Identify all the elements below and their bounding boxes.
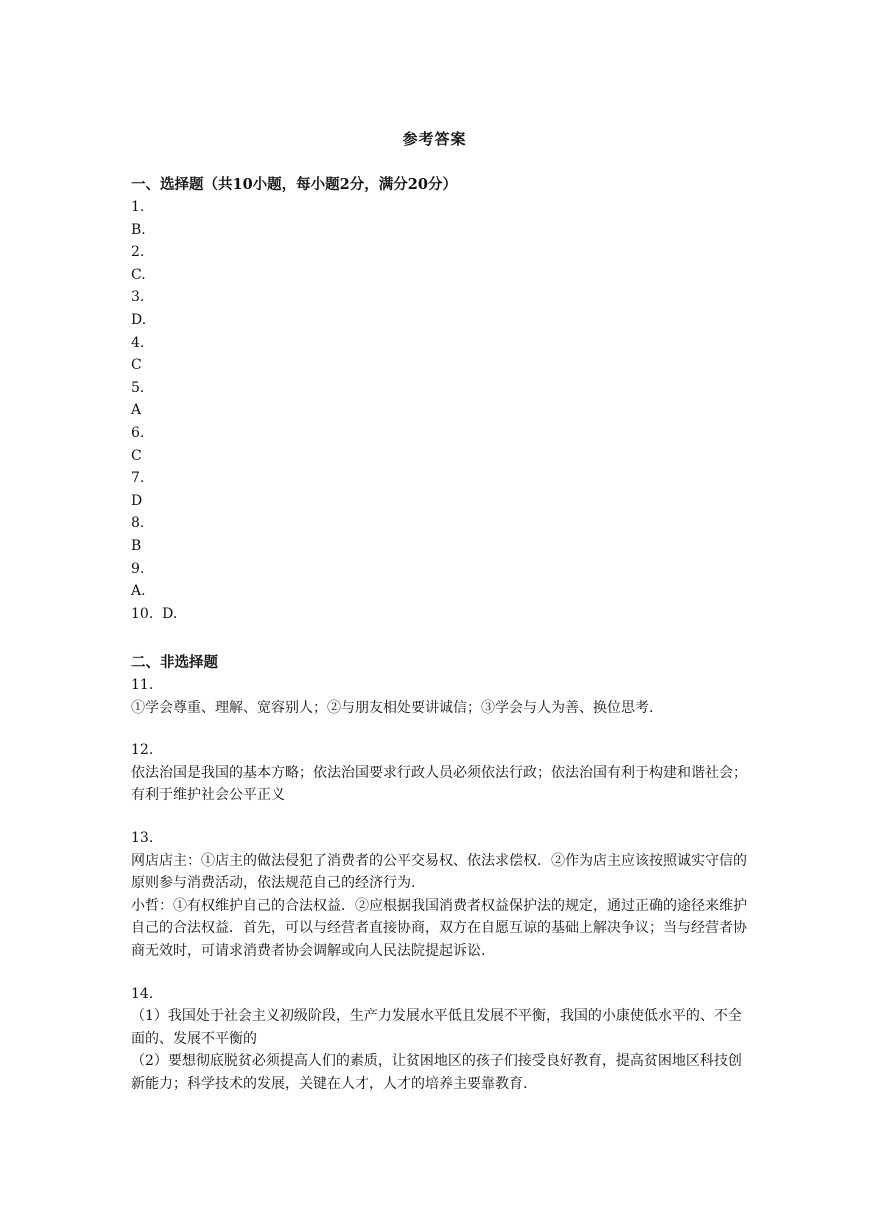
choice-item-answer: A — [131, 402, 142, 419]
choice-item-number: 8. — [131, 515, 145, 532]
question-11 — [131, 674, 751, 719]
question-12-number: 12. — [131, 742, 154, 759]
question-13-number: 13. — [131, 829, 154, 846]
choice-answer-list — [131, 196, 751, 603]
question-11-answer: ①学会尊重、理解、宽容别人；②与朋友相处要讲诚信；③学会与人为善、换位思考. — [131, 699, 654, 716]
question-14-answer-part1: （1）我国处于社会主义初级阶段，生产力发展水平低且发展不平衡，我国的小康使低水平的、不全面的、发展不平衡的 — [131, 1008, 742, 1047]
choice-item-answer: D — [131, 492, 143, 509]
choice-item-answer: C — [131, 357, 142, 374]
choice-item-number: 1. — [131, 199, 145, 215]
question-13 — [131, 827, 751, 963]
choice-item-answer: B. — [131, 221, 146, 238]
section-nonchoice — [131, 652, 751, 1096]
choice-item-number: 9. — [131, 560, 145, 577]
section-nonchoice-heading: 二、非选择题 — [131, 654, 218, 671]
question-11-number: 11. — [131, 677, 154, 693]
question-13-answer-shopowner: 网店店主：①店主的做法侵犯了消费者的公平交易权、依法求偿权．②作为店主应该按照诚实守信的原则参与消费活动，依法规范自己的经济行为. — [131, 852, 747, 892]
choice-item-answer: C — [131, 447, 142, 464]
choice-item-number: 6. — [131, 424, 145, 441]
section-choice — [131, 174, 751, 625]
question-12-answer: 依法治国是我国的基本方略；依法治国要求行政人员必须依法行政；依法治国有利于构建和谐社会；有利于维护社会公平正义 — [131, 764, 747, 804]
choice-item-number: 3. — [131, 289, 145, 306]
question-13-answer-xiaozhe: 小哲：①有权维护自己的合法权益．②应根据我国消费者权益保护法的规定，通过正确的途径来维护自己的合法权益．首先，可以与经营者直接协商，双方在自愿互谅的基础上解决争议；当与经营者协商无效时，可请求消费者协会调解或向人民法院提起诉讼. — [131, 897, 747, 959]
choice-item-number: 2. — [131, 244, 145, 261]
page-title: 参考答案 — [402, 130, 467, 148]
choice-item-answer: C. — [131, 266, 146, 283]
choice-item-10: 10. D. — [131, 605, 178, 622]
choice-item-answer: D. — [131, 311, 147, 328]
question-12 — [131, 739, 751, 807]
question-14 — [131, 983, 751, 1096]
choice-item-number: 7. — [131, 470, 145, 487]
section-choice-heading: 一、选择题（共10小题，每小题2分，满分20分） — [131, 176, 457, 193]
question-14-number: 14. — [131, 985, 154, 1002]
question-14-answer-part2: （2）要想彻底脱贫必须提高人们的素质，让贫困地区的孩子们接受良好教育，提高贫困地区科技创新能力；科学技术的发展，关键在人才，人才的培养主要靠教育. — [131, 1053, 742, 1092]
choice-item-answer: B — [131, 537, 142, 554]
choice-item-answer: A. — [131, 583, 146, 600]
choice-item-number: 5. — [131, 379, 145, 396]
choice-item-number: 4. — [131, 334, 145, 351]
